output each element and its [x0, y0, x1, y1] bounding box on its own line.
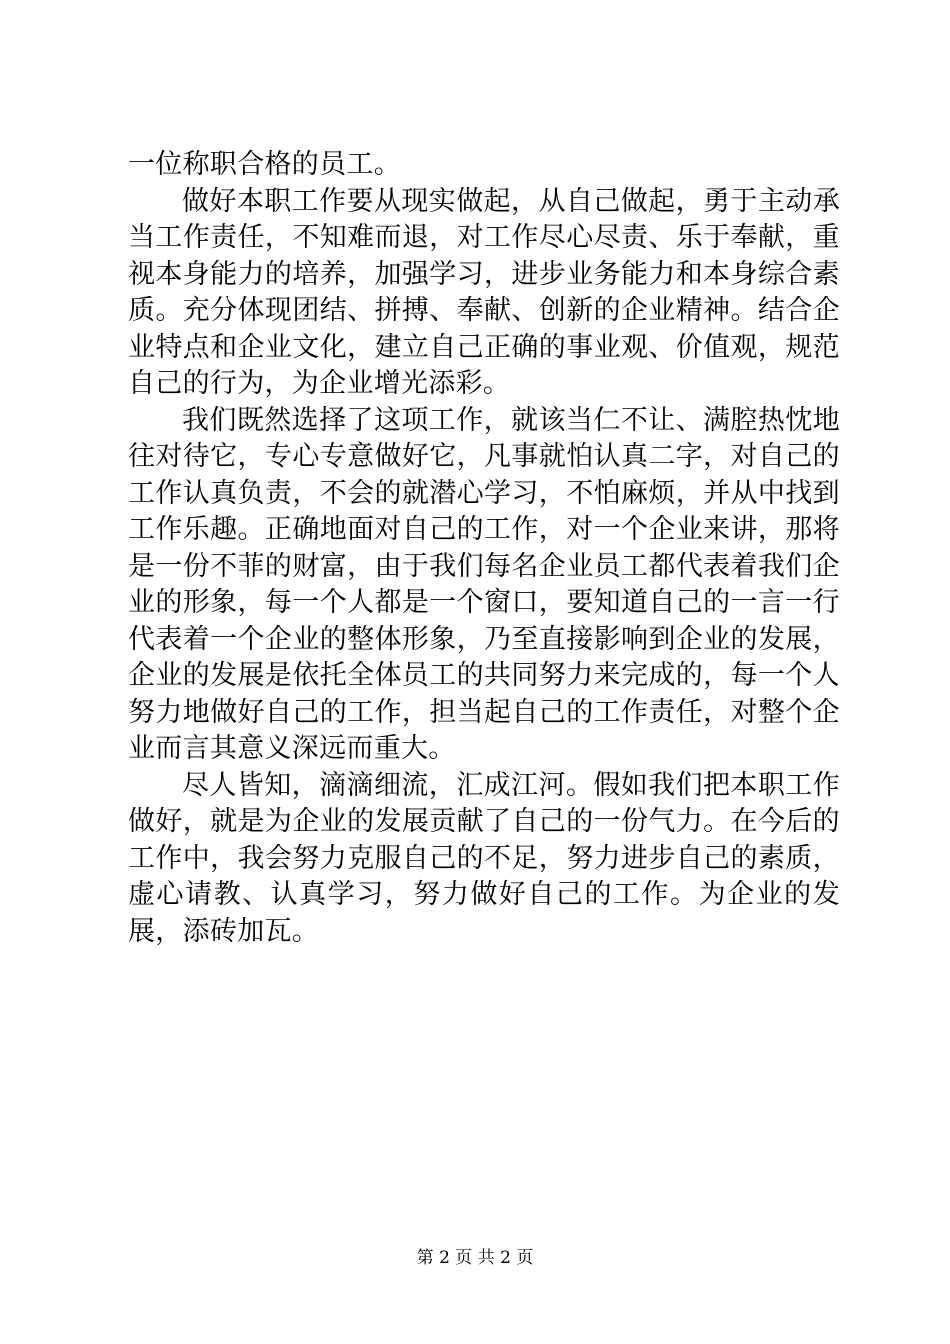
- document-body: [128, 147, 840, 950]
- page-number: 第 2 页 共 2 页: [416, 1248, 534, 1268]
- paragraph: 做好本职工作要从现实做起，从自己做起，勇于主动承当工作责任，不知难而退，对工作尽心尽责、乐于奉献，重视本身能力的培养，加强学习，进步业务能力和本身综合素质。充分体现团结、拼搏、奉献、创新的企业精神。结合企业特点和企业文化，建立自己正确的事业观、价值观，规范自己的行为，为企业增光添彩。: [128, 185, 840, 399]
- paragraph: 尽人皆知，滴滴细流，汇成江河。假如我们把本职工作做好，就是为企业的发展贡献了自己的一份气力。在今后的工作中，我会努力克服自己的不足，努力进步自己的素质，虚心请教、认真学习，努力做好自己的工作。为企业的发展，添砖加瓦。: [128, 769, 840, 947]
- paragraph-continuation: 一位称职合格的员工。: [128, 149, 401, 180]
- page-footer: [0, 1243, 950, 1268]
- paragraph: 我们既然选择了这项工作，就该当仁不让、满腔热忱地往对待它，专心专意做好它，凡事就怕认真二字，对自己的工作认真负责，不会的就潜心学习，不怕麻烦，并从中找到工作乐趣。正确地面对自己的工作，对一个企业来讲，那将是一份不菲的财富，由于我们每名企业员工都代表着我们企业的形象，每一个人都是一个窗口，要知道自己的一言一行代表着一个企业的整体形象，乃至直接影响到企业的发展，企业的发展是依托全体员工的共同努力来完成的，每一个人努力地做好自己的工作，担当起自己的工作责任，对整个企业而言其意义深远而重大。: [128, 404, 840, 764]
